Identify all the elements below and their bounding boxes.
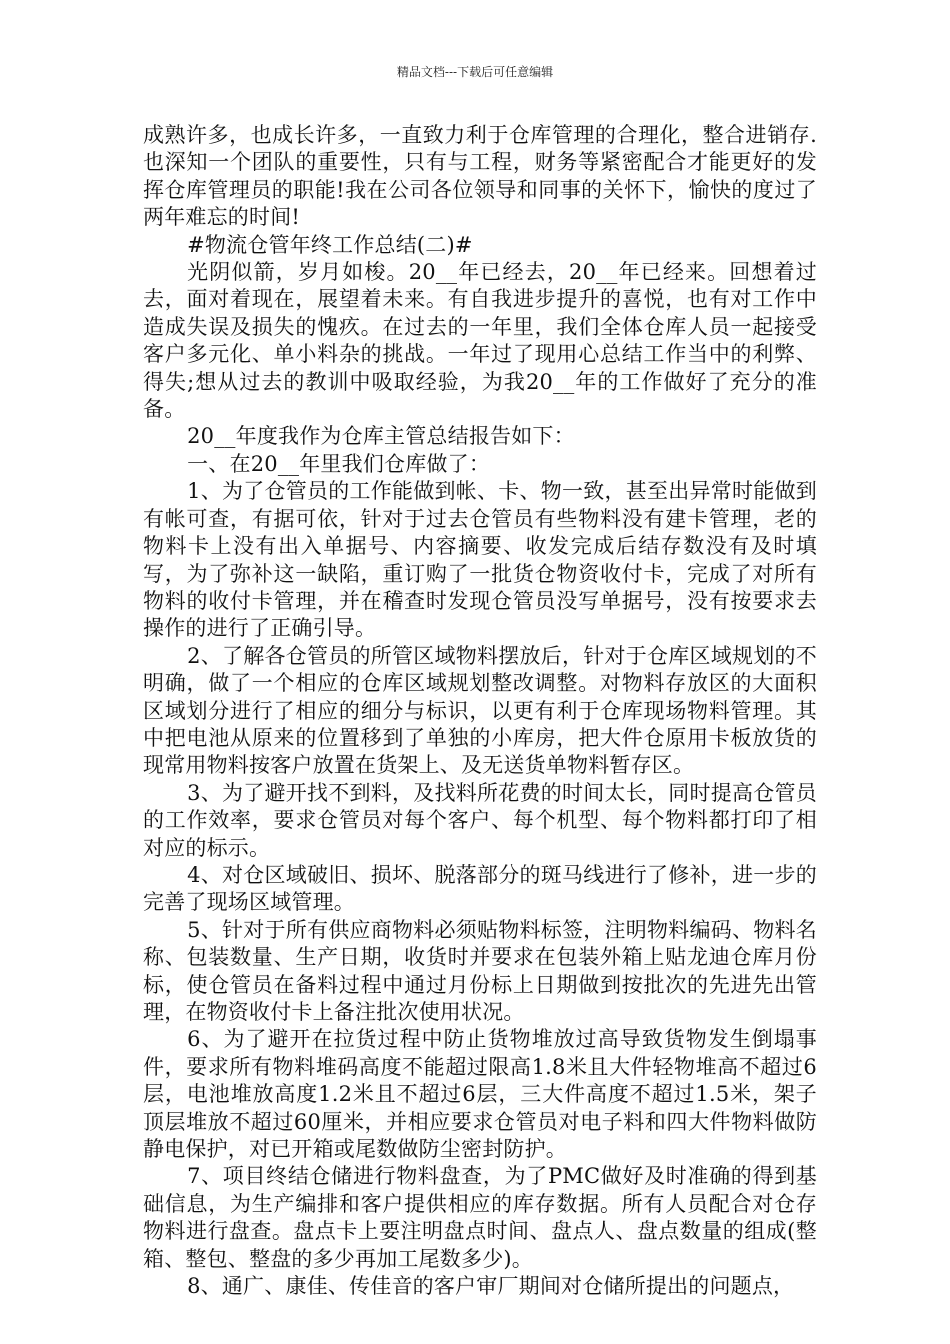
page-header: 精品文档---下载后可任意编辑 (396, 65, 554, 79)
paragraph-report-lead: 20__年度我作为仓库主管总结报告如下： (187, 424, 575, 449)
list-item-3: 3、为了避开找不到料，及找料所花费的时间太长，同时提高仓管员的工作效率，要求仓管员对每个客户、每个机型、每个物料都打印了相对应的标示。 (143, 780, 817, 860)
paragraph-intro: 光阴似箭，岁月如梭。20__年已经去，20__年已经来。回想着过去，面对着现在，展望着未来。有自我进步提升的喜悦，也有对工作中造成失误及损失的愧疚。在过去的一年里，我们全体仓库人员一起接受客户多元化、单小料杂的挑战。一年过了现用心总结工作当中的利弊、得失;想从过去的教训中吸取经验，为我20__年的工作做好了充分的准备。 (143, 260, 817, 422)
paragraph-1: 成熟许多，也成长许多，一直致力利于仓库管理的合理化，整合进销存.也深知一个团队的重要性，只有与工程，财务等紧密配合才能更好的发挥仓库管理员的职能!我在公司各位领导和同事的关怀下，愉快的度过了两年难忘的时间! (143, 123, 817, 230)
document-body (143, 122, 817, 1300)
list-item-6: 6、为了避开在拉货过程中防止货物堆放过高导致货物发生倒塌事件，要求所有物料堆码高度不能超过限高1.8米且大件轻物堆高不超过6层，电池堆放高度1.2米且不超过6层，三大件高度不超过1.5米，架子顶层堆放不超过60厘米，并相应要求仓管员对电子料和四大件物料做防静电保护，对已开箱或尾数做防尘密封防护。 (143, 1027, 817, 1162)
list-item-8: 8、通广、康佳、传佳音的客户审厂期间对仓储所提出的问题点， (187, 1274, 795, 1299)
list-item-7: 7、项目终结仓储进行物料盘查，为了PMC做好及时准确的得到基础信息，为生产编排和客户提供相应的库存数据。所有人员配合对仓存物料进行盘查。盘点卡上要注明盘点时间、盘点人、盘点数量的组成(整箱、整包、整盘的多少再加工尾数多少)。 (143, 1164, 817, 1271)
paragraph-section-one: 一、在20__年里我们仓库做了： (187, 451, 491, 476)
section-heading: #物流仓管年终工作总结(二)# (187, 232, 473, 257)
list-item-2: 2、了解各仓管员的所管区域物料摆放后，针对于仓库区域规划的不明确，做了一个相应的仓库区域规划整改调整。对物料存放区的大面积区域划分进行了相应的细分与标识，以更有利于仓库现场物料管理。其中把电池从原来的位置移到了单独的小库房，把大件仓原用卡板放货的现常用物料按客户放置在货架上、及无送货单物料暂存区。 (143, 643, 817, 778)
list-item-1: 1、为了仓管员的工作能做到帐、卡、物一致，甚至出异常时能做到有帐可查，有据可依，针对于过去仓管员有些物料没有建卡管理，老的物料卡上没有出入单据号、内容摘要、收发完成后结存数没有及时填写，为了弥补这一缺陷，重订购了一批货仓物资收付卡，完成了对所有物料的收付卡管理，并在稽查时发现仓管员没写单据号，没有按要求去操作的进行了正确引导。 (143, 479, 817, 641)
list-item-5: 5、针对于所有供应商物料必须贴物料标签，注明物料编码、物料名称、包装数量、生产日期，收货时并要求在包装外箱上贴龙迪仓库月份标，使仓管员在备料过程中通过月份标上日期做到按批次的先进先出管理，在物资收付卡上备注批次使用状况。 (143, 917, 817, 1024)
list-item-4: 4、对仓区域破旧、损坏、脱落部分的斑马线进行了修补，进一步的完善了现场区域管理。 (143, 862, 817, 915)
